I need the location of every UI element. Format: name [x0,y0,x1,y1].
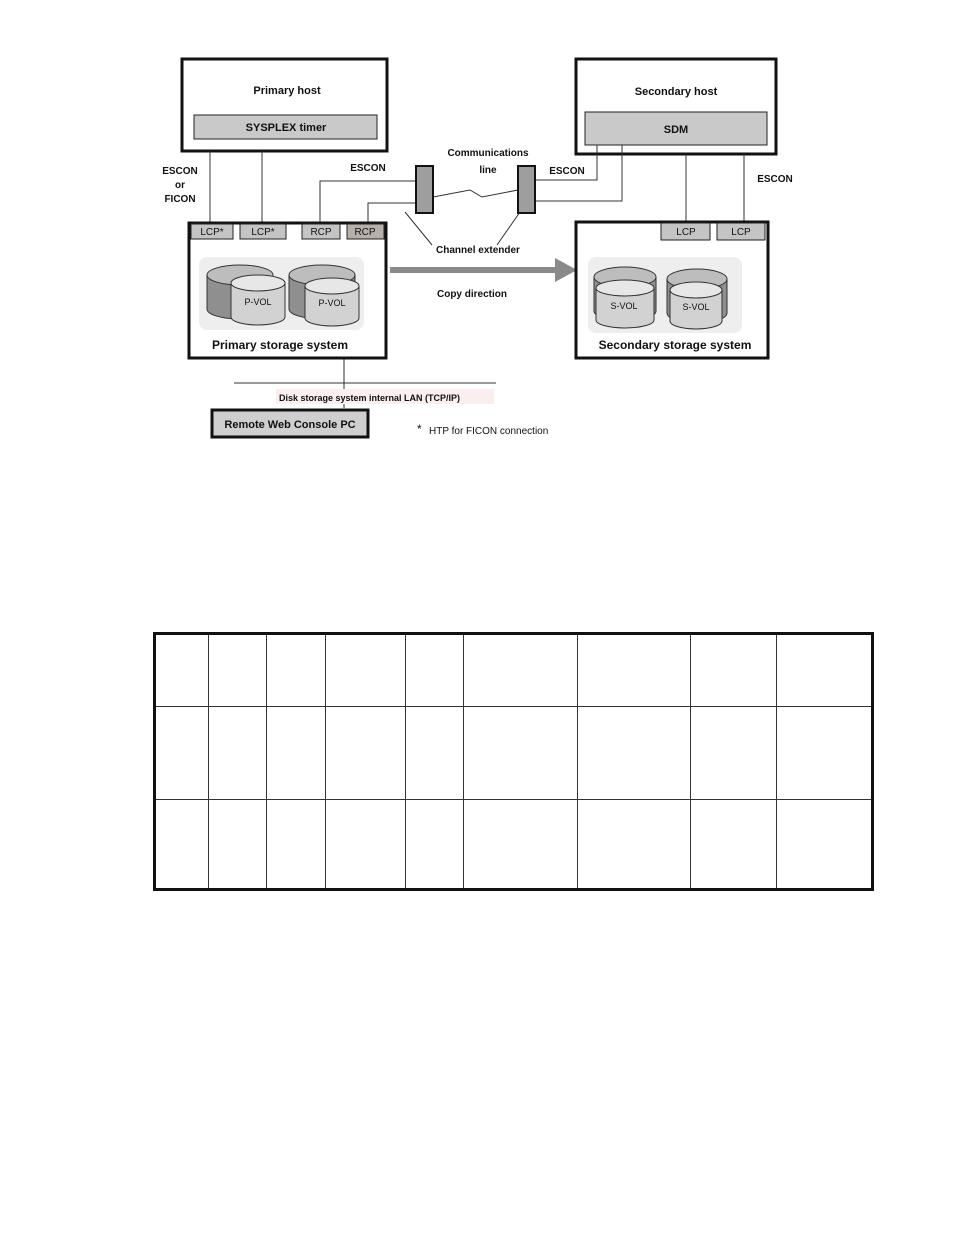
table-cell [577,706,690,799]
escon-secondary-right-label: ESCON [757,174,793,185]
table-cell [406,799,464,889]
escon-or-ficon-label-2: or [175,180,185,191]
primary-storage-system [189,223,386,358]
table-cell [155,799,209,889]
remote-web-console [212,410,368,437]
table-cell [464,706,577,799]
footnote-text: HTP for FICON connection [429,426,549,437]
secondary-storage-title: Secondary storage system [598,338,752,352]
svol-label-1: S-VOL [610,301,638,311]
table-row [155,634,873,707]
communications-line-label-1: Communications [447,148,529,159]
channel-extender-left [416,166,433,213]
table-row [155,799,873,889]
footnote-mark: * [417,422,422,436]
pvol-cylinder-1 [207,265,285,325]
primary-host-title: Primary host [253,85,321,97]
table-cell [776,706,872,799]
table-cell [155,634,209,707]
table-cell [155,706,209,799]
table-cell [464,799,577,889]
sdm-label: SDM [663,124,689,136]
sysplex-timer-label: SYSPLEX timer [245,122,327,134]
remote-web-console-label: Remote Web Console PC [224,419,356,431]
port-rcp-1-label: RCP [310,227,332,238]
svol-label-2: S-VOL [682,302,710,312]
port-rcp-2-label: RCP [354,227,376,238]
channel-extender-right [518,166,535,213]
table-cell [577,799,690,889]
primary-storage-title: Primary storage system [211,338,349,352]
escon-or-ficon-label-1: ESCON [162,166,198,177]
table-cell [325,634,405,707]
escon-primary-label: ESCON [350,163,386,174]
secondary-host-title: Secondary host [634,86,718,98]
pvol-label-2: P-VOL [318,298,346,308]
table-cell [325,706,405,799]
channel-extender-label: Channel extender [436,245,520,256]
table-cell [776,799,872,889]
lan-label: Disk storage system internal LAN (TCP/IP) [279,393,461,403]
port-lcp-2-label: LCP* [251,227,275,238]
escon-or-ficon-label-3: FICON [164,194,196,205]
table-cell [209,706,267,799]
copy-direction-arrow [390,258,577,282]
table-cell [406,706,464,799]
table-cell [577,634,690,707]
primary-host [182,59,387,151]
table-row [155,706,873,799]
table-cell [406,634,464,707]
table-cell [776,634,872,707]
table-cell [464,634,577,707]
port-lcp-secondary-1-label: LCP [676,227,696,238]
svol-cylinder-2 [667,269,727,329]
port-lcp-secondary-2-label: LCP [731,227,751,238]
remote-copy-configuration-diagram [0,0,954,460]
table-cell [267,799,325,889]
table-cell [209,634,267,707]
empty-grid-table [153,632,874,891]
communications-line-label-2: line [479,165,497,176]
table-cell [691,706,776,799]
table-cell [267,634,325,707]
table-cell [209,799,267,889]
secondary-storage-system [576,222,768,358]
table-cell [325,799,405,889]
secondary-host [576,59,776,154]
table-cell [691,799,776,889]
copy-direction-label: Copy direction [436,289,508,300]
pvol-label-1: P-VOL [244,297,272,307]
table-cell [267,706,325,799]
svol-cylinder-1 [594,267,656,328]
escon-secondary-left-label: ESCON [549,166,585,177]
port-lcp-1-label: LCP* [200,227,224,238]
table-cell [691,634,776,707]
